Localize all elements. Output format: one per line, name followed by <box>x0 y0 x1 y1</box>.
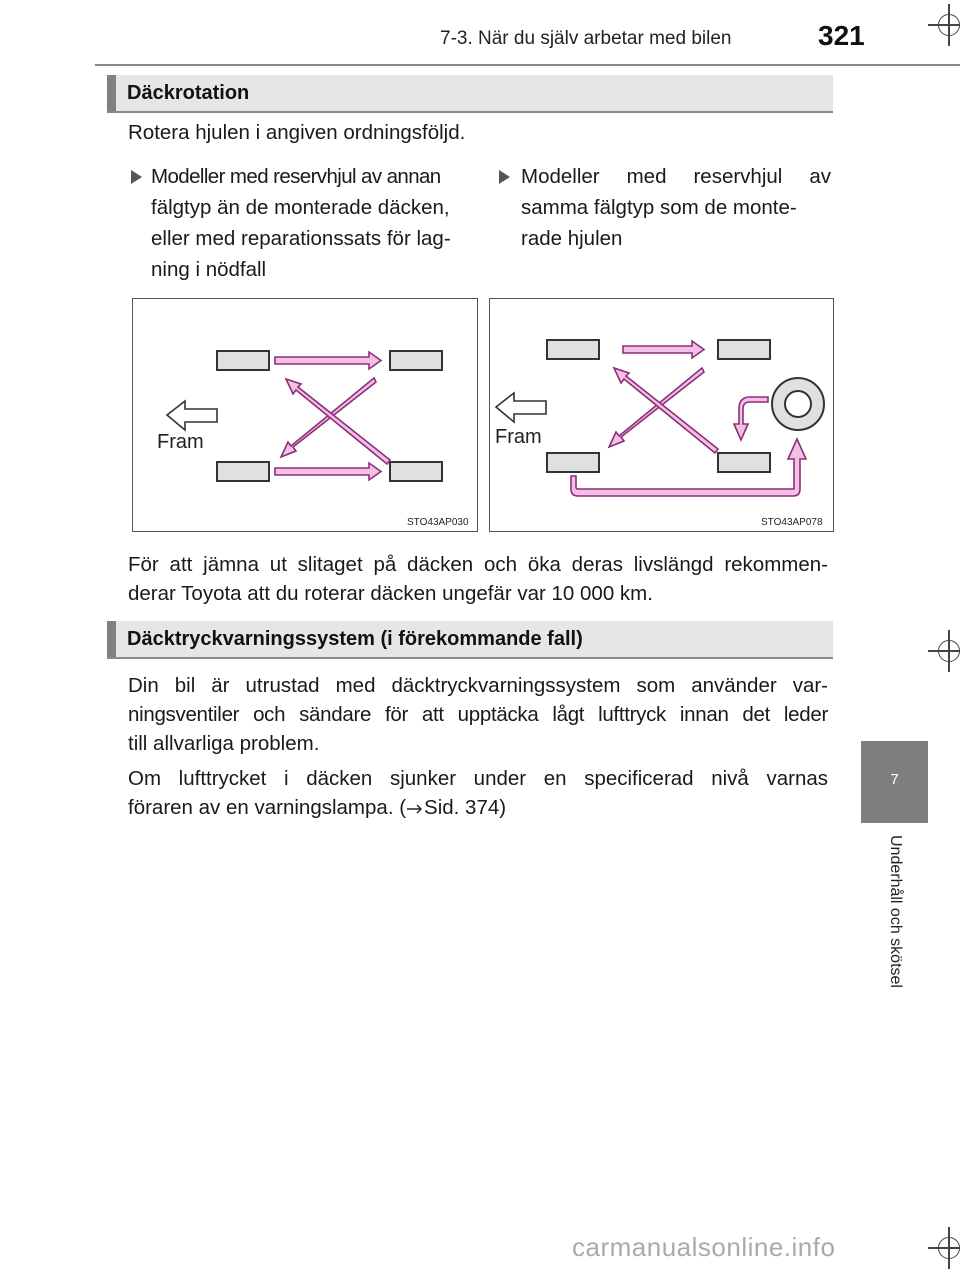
paragraph-line: För att jämna ut slitaget på däcken och öka deras livslängd rekommen- <box>128 553 828 576</box>
bullet-left-line: Modeller med reservhjul av annan <box>151 165 441 188</box>
section-heading-text: Däcktryckvarningssystem (i förekommande fall) <box>127 628 583 650</box>
figure-code: STO43AP030 <box>407 517 469 528</box>
front-direction-arrow-icon <box>496 393 546 422</box>
arrow-cross-up-icon <box>286 379 390 464</box>
bullet-left <box>151 161 476 285</box>
bullet-right-line: Modeller med reservhjul av <box>521 165 831 188</box>
heading-bar <box>107 75 116 111</box>
section-heading-tire-rotation <box>107 75 833 113</box>
chapter-number: 7 <box>890 771 899 788</box>
footer-watermark: carmanualsonline.info <box>572 1232 836 1262</box>
bullet-right-line: rade hjulen <box>521 227 623 250</box>
bullet-right-line: samma fälgtyp som de monte- <box>521 196 797 219</box>
chapter-title: Underhåll och skötsel <box>887 835 904 988</box>
front-label: Fram <box>157 431 204 453</box>
arrow-rear-right-icon <box>275 463 381 480</box>
bullet-right <box>521 161 831 254</box>
rotation-diagram-svg <box>133 299 476 530</box>
rotation-diagram-spare-different <box>132 298 478 532</box>
paragraph-line: Om lufttrycket i däcken sjunker under en specificerad nivå varnas <box>128 767 828 790</box>
arrow-spare-to-front-icon <box>734 397 768 440</box>
page-reference-arrow-icon <box>406 803 424 815</box>
arrow-front-right-icon <box>275 352 381 369</box>
arrow-cross-up-icon <box>614 368 718 453</box>
front-label: Fram <box>495 426 542 448</box>
paragraph-line: derar Toyota att du roterar däcken ungefär var 10 000 km. <box>128 582 653 605</box>
section-heading-text: Däckrotation <box>127 82 250 104</box>
registration-mark-icon <box>934 10 960 40</box>
intro-text: Rotera hjulen i angiven ordningsföljd. <box>128 121 466 144</box>
tpms-paragraph-2 <box>128 764 828 822</box>
spare-tire-icon <box>772 378 824 430</box>
chapter-tab[interactable] <box>861 741 928 823</box>
header-rule <box>95 64 960 66</box>
registration-mark-icon <box>934 636 960 666</box>
figure-code: STO43AP078 <box>761 517 823 528</box>
front-direction-arrow-icon <box>167 401 217 430</box>
paragraph-line: ningsventiler och sändare för att upptäcka lågt lufttryck innan det leder <box>128 703 828 726</box>
tpms-paragraph-1 <box>128 671 828 758</box>
bullet-triangle-icon <box>131 170 142 184</box>
paragraph-line: till allvarliga problem. <box>128 732 320 755</box>
bullet-left-line: eller med reparationssats för lag- <box>151 227 451 250</box>
bullet-triangle-icon <box>499 170 510 184</box>
registration-mark-icon <box>934 1233 960 1263</box>
heading-bar <box>107 621 116 657</box>
bullet-left-line: fälgtyp än de monterade däcken, <box>151 196 450 219</box>
paragraph-line: föraren av en varningslampa. ( <box>128 796 407 819</box>
paragraph-line: Din bil är utrustad med däcktryckvarningssystem som använder var- <box>128 674 828 697</box>
section-heading-tpms <box>107 621 833 659</box>
bullet-left-line: ning i nödfall <box>151 258 267 281</box>
running-header: 7-3. När du själv arbetar med bilen <box>440 28 732 49</box>
page-number: 321 <box>818 20 865 51</box>
chapter-title-vertical <box>884 835 906 1025</box>
rotation-diagram-svg <box>490 299 832 530</box>
rotation-recommendation-paragraph <box>128 550 828 608</box>
paragraph-line-with-ref <box>128 793 828 822</box>
arrow-front-right-icon <box>623 341 704 358</box>
page-reference-link[interactable]: Sid. 374) <box>424 796 507 819</box>
rotation-diagram-spare-same <box>489 298 834 532</box>
